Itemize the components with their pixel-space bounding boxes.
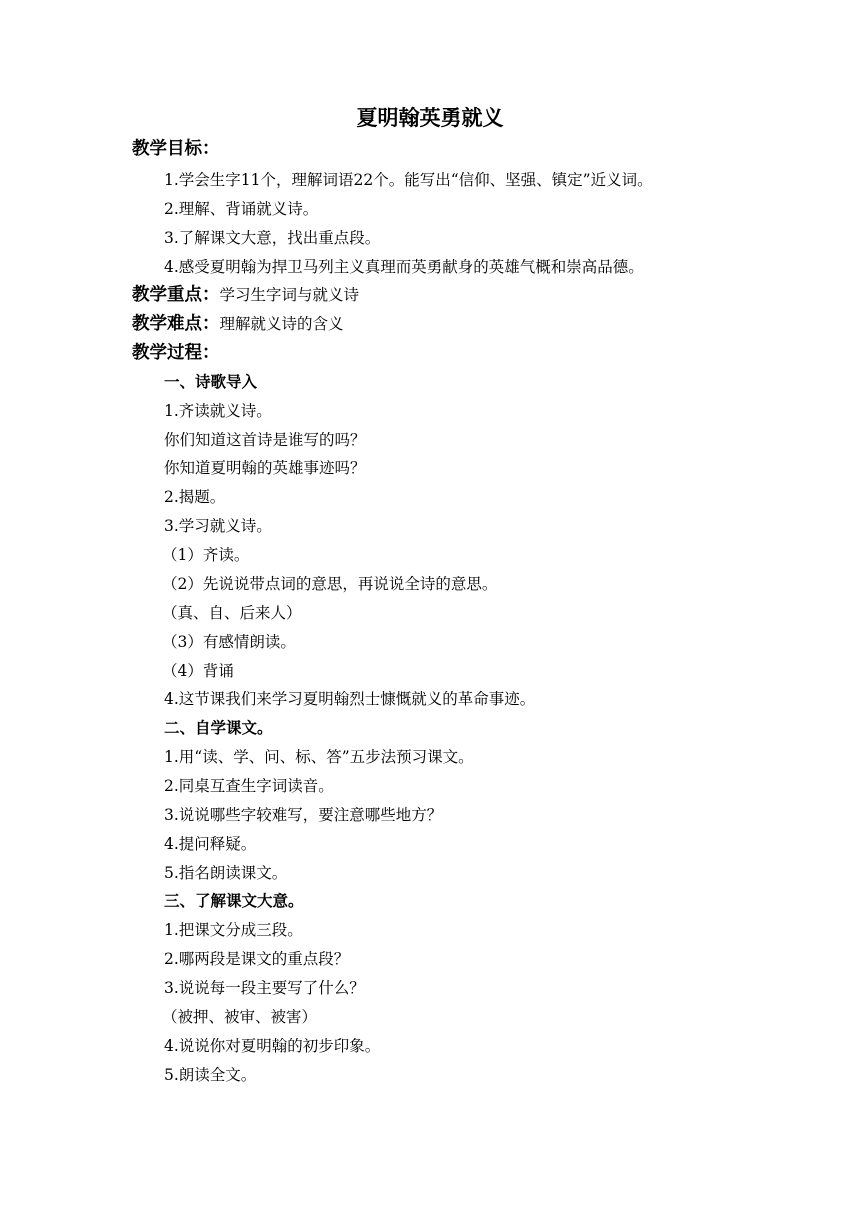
section-line: 你们知道这首诗是谁写的吗？: [164, 431, 366, 449]
objectives-heading: 教学目标：: [132, 139, 220, 159]
section-line: （真、自、后来人）: [162, 604, 302, 622]
section-line: 2.同桌互查生字词读音。: [164, 777, 334, 795]
objective-item: 1.学会生字11个，理解词语22个。能写出“信仰、坚强、镇定”近义词。: [164, 171, 653, 189]
document-title: 夏明翰英勇就义: [356, 105, 504, 130]
section-line: （4）背诵: [162, 662, 234, 680]
section-line: 5.指名朗读课文。: [164, 864, 288, 882]
section-line: （2）先说说带点词的意思，再说说全诗的意思。: [162, 575, 498, 593]
difficulty-value: 理解就义诗的含义: [219, 315, 344, 333]
section-line: 5.朗读全文。: [164, 1066, 257, 1084]
section-title: 三、了解课文大意。: [164, 891, 304, 910]
section-line: 4.这节课我们来学习夏明翰烈士慷慨就义的革命事迹。: [164, 690, 536, 708]
section-line: 4.说说你对夏明翰的初步印象。: [164, 1037, 381, 1055]
objective-item: 4.感受夏明翰为捍卫马列主义真理而英勇献身的英雄气概和崇高品德。: [164, 258, 644, 276]
section-line: 2.揭题。: [164, 488, 226, 506]
section-line: 4.提问释疑。: [164, 835, 257, 853]
focus-value: 学习生字词与就义诗: [219, 286, 360, 304]
section-line: （1）齐读。: [162, 546, 250, 564]
section-line: 3.说说哪些字较难写，要注意哪些地方？: [164, 806, 443, 824]
difficulty-label: 教学难点：: [132, 314, 220, 334]
focus-label: 教学重点：: [132, 285, 220, 305]
section-title: 一、诗歌导入: [164, 372, 258, 391]
difficulty-row: [132, 312, 344, 336]
section-line: 1.用“读、学、问、标、答”五步法预习课文。: [164, 748, 474, 766]
section-line: 3.学习就义诗。: [164, 517, 272, 535]
section-line: 1.齐读就义诗。: [164, 402, 272, 420]
section-line: 3.说说每一段主要写了什么？: [164, 979, 365, 997]
section-line: 1.把课文分成三段。: [164, 921, 303, 939]
process-heading: 教学过程：: [132, 343, 220, 363]
focus-row: [132, 283, 359, 307]
section-line: 2.哪两段是课文的重点段？: [164, 950, 350, 968]
section-line: （被押、被审、被害）: [162, 1008, 318, 1026]
section-line: 你知道夏明翰的英雄事迹吗？: [164, 459, 366, 477]
section-title: 二、自学课文。: [164, 718, 273, 737]
section-line: （3）有感情朗读。: [162, 633, 296, 651]
objective-item: 3.了解课文大意，找出重点段。: [164, 229, 381, 247]
objective-item: 2.理解、背诵就义诗。: [164, 200, 319, 218]
